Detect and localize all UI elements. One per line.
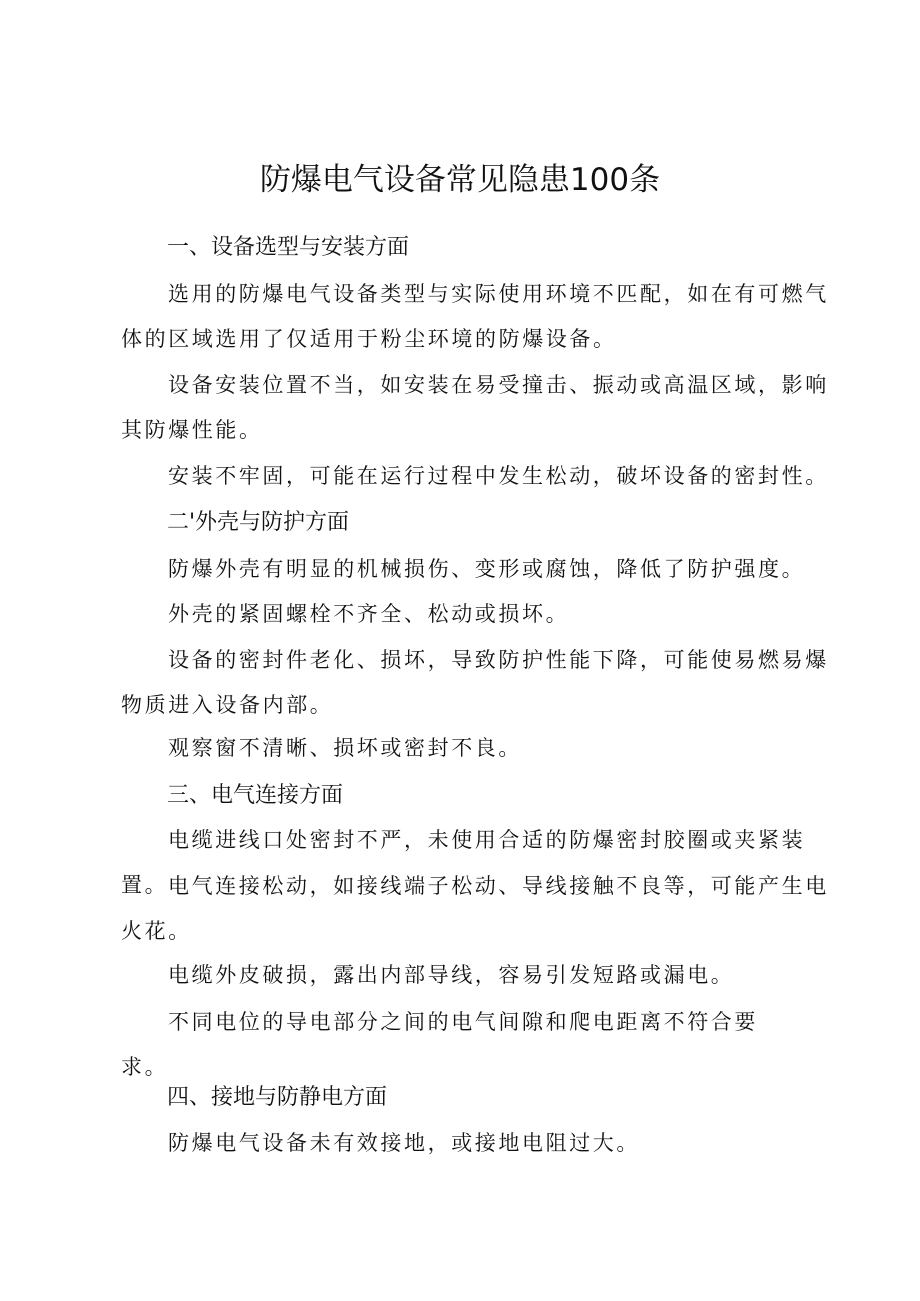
section-3-item-3: 电缆外皮破损，露出内部导线，容易引发短路或漏电。 [168,963,735,987]
section-3-item-4: 不同电位的导电部分之间的电气间隙和爬电距离不符合要求。 [121,1010,758,1079]
section-2-item-3: 设备的密封件老化、损坏，导致防护性能下降，可能使易燃易爆物质进入设备内部。 [121,648,829,717]
section-heading-1: 一、设备选型与安装方面 [167,235,410,260]
section-2-item-2: 外壳的紧固螺栓不齐全、松动或损坏。 [168,602,570,626]
section-1-item-3: 安装不牢固，可能在运行过程中发生松动，破坏设备的密封性。 [168,464,829,488]
section-1-item-2: 设备安装位置不当，如安装在易受撞击、振动或高温区域，影响其防爆性能。 [121,373,829,442]
section-2-item-1: 防爆外壳有明显的机械损伤、变形或腐蚀，降低了防护强度。 [168,557,806,581]
section-4-item-1: 防爆电气设备未有效接地，或接地电阻过大。 [168,1131,640,1155]
section-3-item-1: 电缆进线口处密封不严，未使用合适的防爆密封胶圈或夹紧装置。 [121,828,806,897]
section-heading-2: 二'外壳与防护方面 [167,510,350,535]
section-1-item-1: 选用的防爆电气设备类型与实际使用环境不匹配，如在有可燃气体的区域选用了仅适用于粉尘环境的防爆设备。 [121,282,829,351]
section-3-item-2: 电气连接松动，如接线端子松动、导线接触不良等，可能产生电火花。 [121,874,829,943]
section-heading-4: 四、接地与防静电方面 [167,1085,388,1110]
section-2-item-4: 观察窗不清晰、损坏或密封不良。 [168,736,522,760]
document-title: 防爆电气设备常见隐患100条 [259,162,661,198]
section-heading-3: 三、电气连接方面 [167,783,344,808]
